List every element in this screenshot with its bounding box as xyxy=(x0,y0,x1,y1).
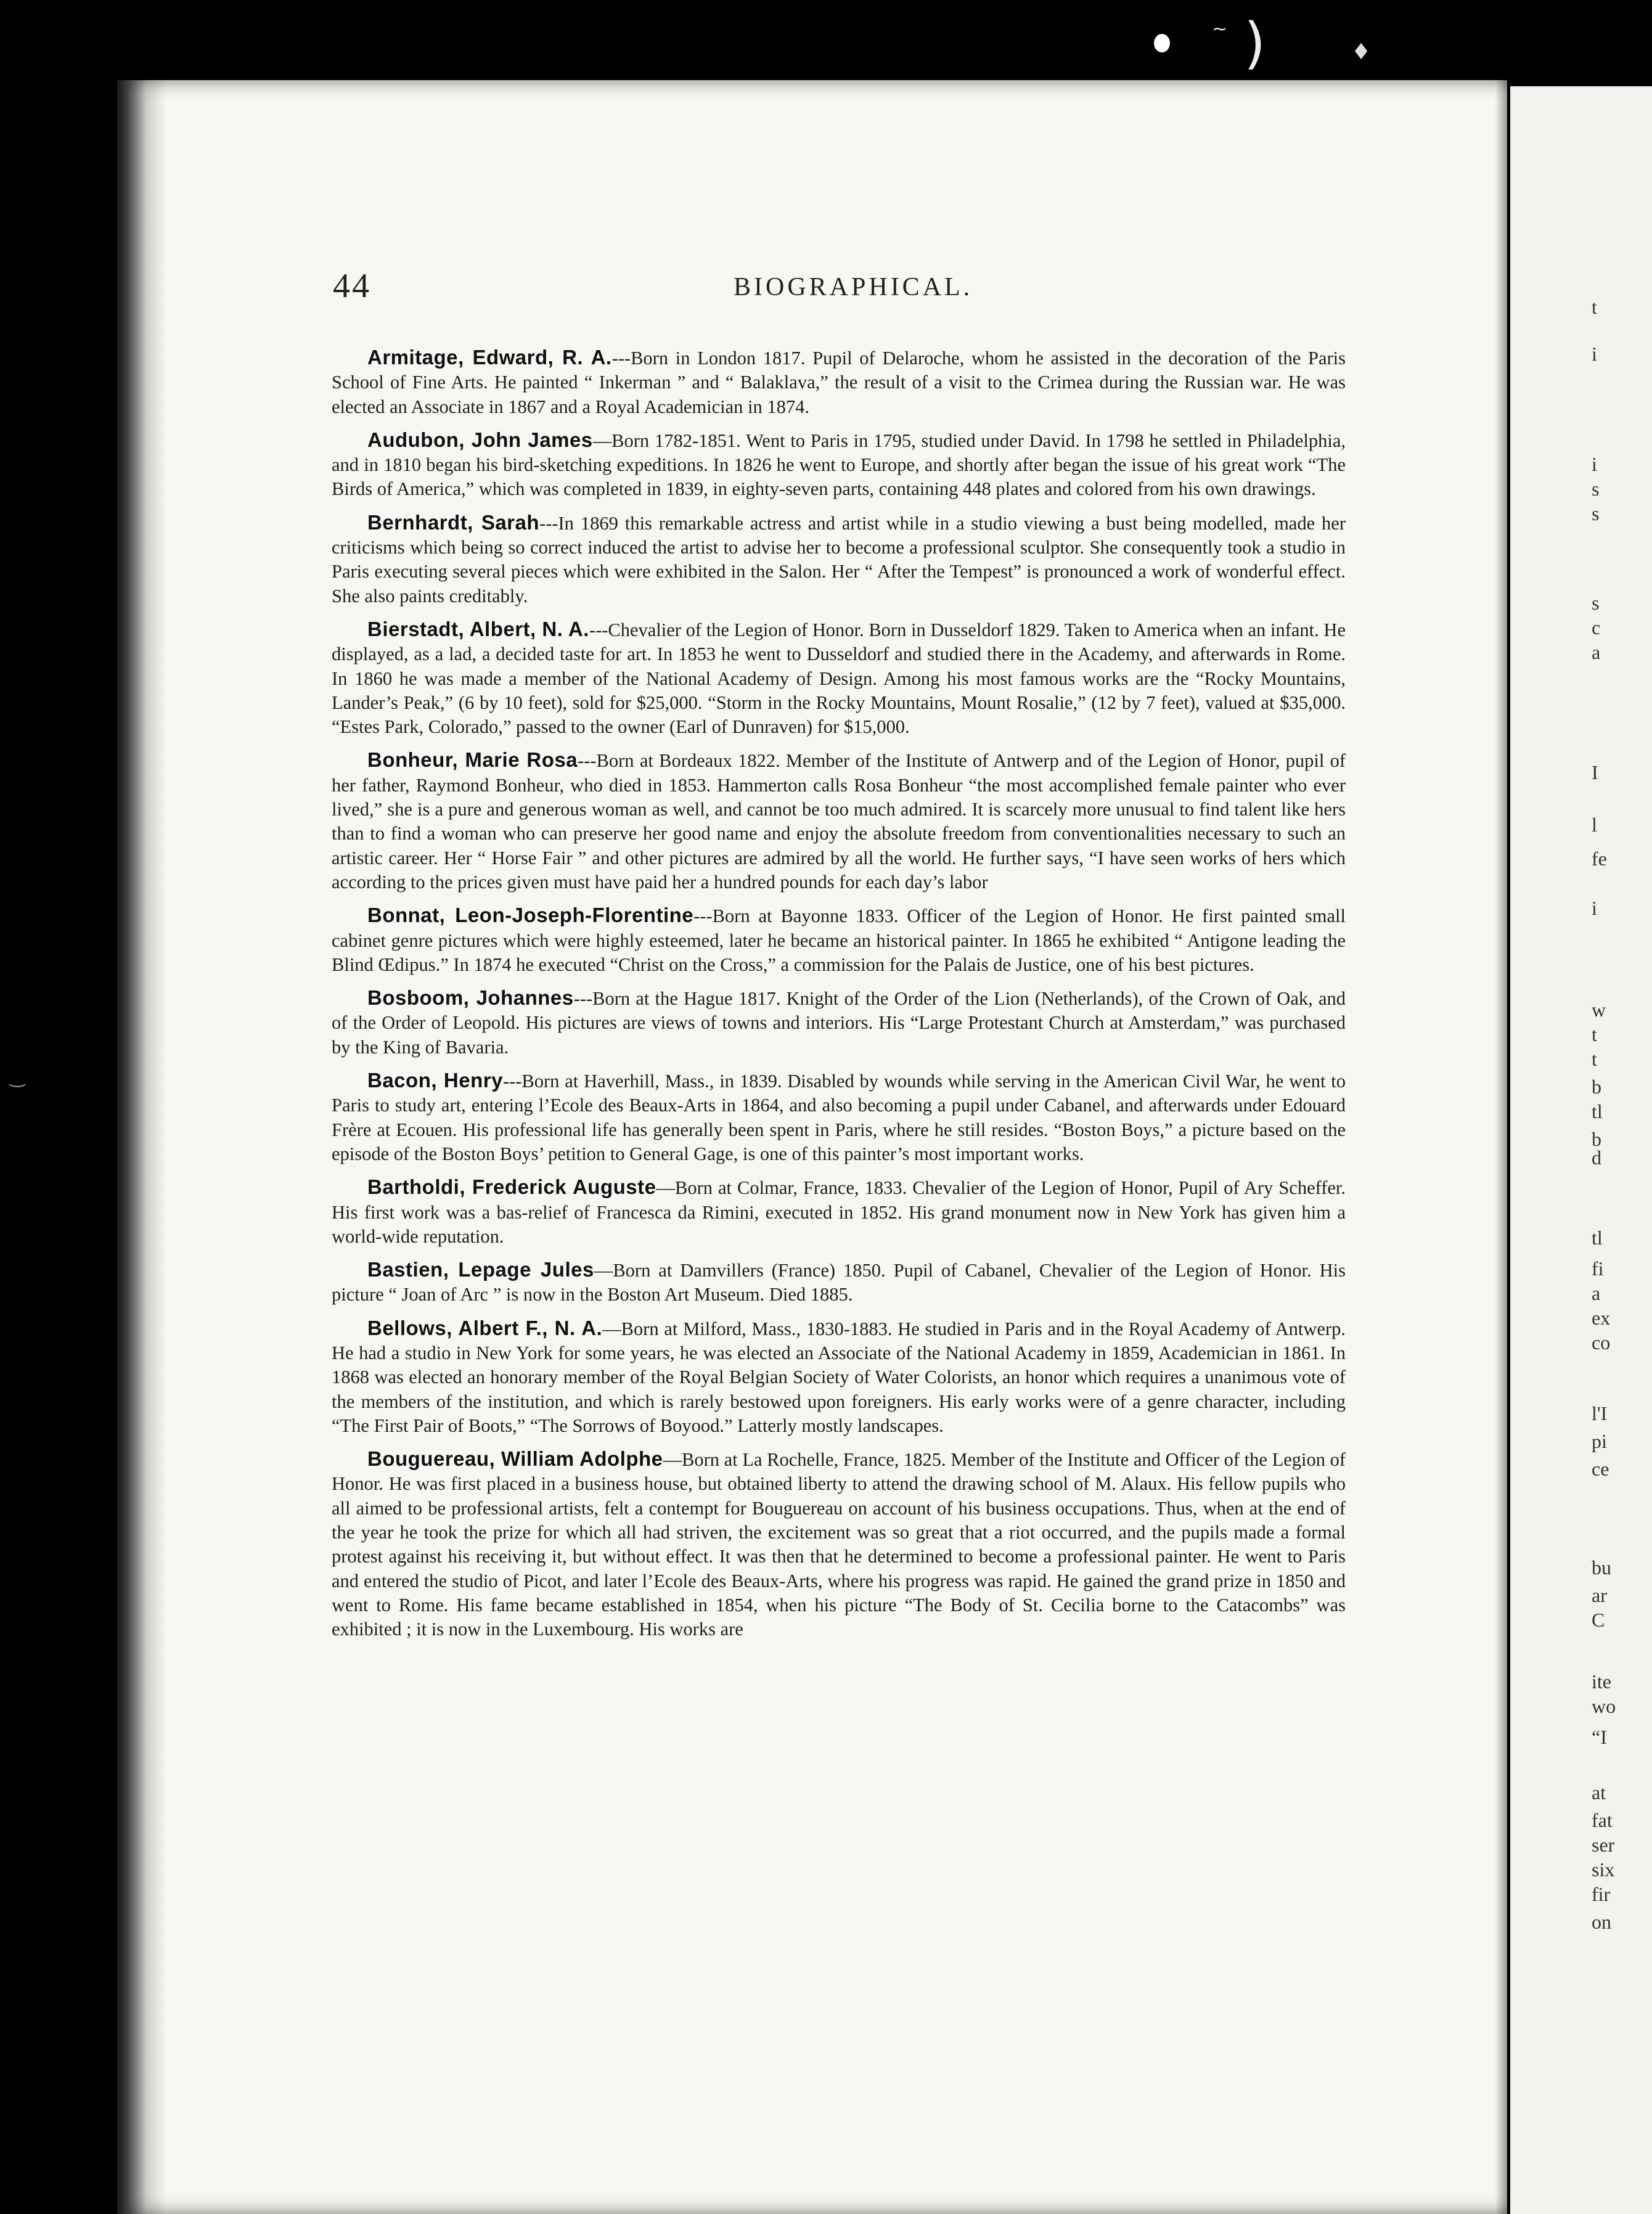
facing-page-fragment: ar xyxy=(1592,1584,1607,1606)
entry-text: ---In 1869 this remarkable actress and artist while in a studio viewing a bust being modelled, made her criticisms which being so correct induced the artist to advise her to become a professional sculptor. She consequently took a studio in Paris executing several pieces which were exhibited in the Salon. Her “ After the Tempest” is pronounced a work of wonderful effect. She also paints creditably. xyxy=(332,512,1346,607)
facing-page-fragment: t xyxy=(1592,1048,1597,1070)
entry-text: ---Born at Haverhill, Mass., in 1839. Disabled by wounds while serving in the American Civil War, he went to Paris to study art, entering l’Ecole des Beaux-Arts in 1864, and also becoming a pupil under Cabanel, and afterwards under Edouard Frère at Ecouen. His professional life has generally been spent in Paris, where he still resides. “Boston Boys,” a picture based on the episode of the Boston Boys’ petition to General Gage, is one of this painter’s most important works. xyxy=(332,1071,1346,1164)
scan-mark: ‿ xyxy=(10,1066,25,1088)
facing-page-fragment: a xyxy=(1592,1282,1601,1304)
facing-page-fragment: s xyxy=(1592,478,1600,500)
facing-page xyxy=(1510,86,1652,2214)
entry-name: Bellows, Albert F., N. A. xyxy=(367,1316,603,1339)
entry-name: Bastien, Lepage Jules xyxy=(367,1258,594,1281)
facing-page-fragment: bu xyxy=(1592,1556,1611,1579)
facing-page-fragment: six xyxy=(1592,1858,1615,1881)
facing-page-fragment: ex xyxy=(1592,1307,1611,1329)
facing-page-fragment: l'I xyxy=(1592,1402,1608,1424)
facing-page-fragment: ce xyxy=(1592,1458,1609,1480)
entry-name: Bouguereau, William Adolphe xyxy=(367,1447,663,1471)
facing-page-fragment: “I xyxy=(1592,1726,1607,1748)
biography-entry xyxy=(332,1068,1346,1166)
facing-page-fragment: t xyxy=(1592,1023,1597,1045)
entry-name: Armitage, Edward, R. A. xyxy=(367,346,612,369)
facing-page-fragment: at xyxy=(1592,1781,1606,1803)
facing-page-fragment: fe xyxy=(1592,848,1607,870)
page-header xyxy=(333,266,1347,309)
facing-page-fragment: l xyxy=(1592,814,1597,836)
facing-page-fragment: pi xyxy=(1592,1430,1607,1452)
entry-text: —Born at Damvillers (France) 1850. Pupil of Cabanel, Chevalier of the Legion of Honor. His picture “ Joan of Arc ” is now in the Boston Art Museum. Died 1885. xyxy=(332,1260,1346,1305)
biography-entry xyxy=(332,1257,1346,1307)
facing-page-fragment: i xyxy=(1592,897,1597,919)
entry-name: Bonheur, Marie Rosa xyxy=(367,748,578,772)
facing-page-fragment: ser xyxy=(1592,1834,1615,1856)
facing-page-fragment: b xyxy=(1592,1076,1601,1098)
facing-page-fragment: w xyxy=(1592,999,1606,1021)
facing-page-fragment: fi xyxy=(1592,1257,1604,1280)
facing-page-fragment: I xyxy=(1592,761,1598,783)
facing-page-fragment: fir xyxy=(1592,1883,1611,1905)
entry-name: Audubon, John James xyxy=(367,428,593,451)
facing-page-fragment: co xyxy=(1592,1331,1611,1354)
biography-entry xyxy=(332,510,1346,608)
facing-page-fragment: C xyxy=(1592,1609,1605,1631)
scan-mark: ♦ xyxy=(1351,39,1372,65)
facing-page-fragment: tl xyxy=(1592,1227,1603,1249)
facing-page-fragment: wo xyxy=(1592,1695,1616,1717)
biography-entry xyxy=(332,345,1346,419)
facing-page-fragment: s xyxy=(1592,592,1600,614)
biography-entry xyxy=(332,1316,1346,1438)
entry-name: Bartholdi, Frederick Auguste xyxy=(367,1175,656,1199)
biography-entry xyxy=(332,986,1346,1060)
facing-page-fragment: c xyxy=(1592,616,1601,639)
scan-mark: ) xyxy=(1244,11,1266,76)
entry-text: —Born 1782-1851. Went to Paris in 1795, studied under David. In 1798 he settled in Philadelphia, and in 1810 began his bird-sketching expeditions. In 1826 he went to Europe, and shortly after began the issue of his great work “The Birds of America,” which was completed in 1839, in eighty-seven parts, containing 448 plates and colored from his own drawings. xyxy=(332,430,1346,500)
entry-name: Bacon, Henry xyxy=(367,1069,503,1092)
entry-text: —Born at Colmar, France, 1833. Chevalier of the Legion of Honor, Pupil of Ary Scheffer. His first work was a bas-relief of Francesca da Rimini, executed in 1852. His grand monument now in New York has given him a world-wide reputation. xyxy=(332,1177,1346,1247)
facing-page-fragment: i xyxy=(1592,453,1597,475)
entry-name: Bernhardt, Sarah xyxy=(367,510,540,534)
entry-text: ---Born at Bordeaux 1822. Member of the Institute of Antwerp and of the Legion of Honor, pupil of her father, Raymond Bonheur, who died in 1853. Hammerton calls Rosa Bonheur “the most accomplished female painter who ever lived,” she is a pure and generous woman as well, and cannot be too much admired. It is scarcely more unusual to find talent like hers than to find a woman who can preserve her good name and enjoy the absolute freedom from conventionalities necessary to such an artistic career. Her “ Horse Fair ” and other pictures are admired by all the world. He further says, “I have seen works of hers which according to the prices given must have paid her a hundred pounds for each day’s labor xyxy=(332,750,1346,893)
entry-text: ---Born at the Hague 1817. Knight of the Order of the Lion (Netherlands), of the Crown of Oak, and of the Order of Leopold. His pictures are views of towns and interiors. His “Large Protestant Church at Amsterdam,” was purchased by the King of Bavaria. xyxy=(332,988,1346,1058)
facing-page-fragment: t xyxy=(1592,296,1597,318)
facing-page-fragment: on xyxy=(1592,1911,1611,1933)
facing-page-fragment: d xyxy=(1592,1146,1601,1169)
facing-page-fragment: b xyxy=(1592,1128,1601,1150)
biography-entry xyxy=(332,617,1346,739)
entry-name: Bierstadt, Albert, N. A. xyxy=(367,617,589,640)
facing-page-fragment: i xyxy=(1592,343,1597,365)
facing-page-fragment: s xyxy=(1592,502,1600,525)
biographical-entries xyxy=(332,345,1346,1651)
entry-text: ---Born at Bayonne 1833. Officer of the Legion of Honor. He first painted small cabinet genre pictures which were highly esteemed, later he became an historical painter. In 1865 he exhibited “ Antigone leading the Blind Œdipus.” In 1874 he executed “Christ on the Cross,” a commission for the Palais de Justice, one of his best pictures. xyxy=(332,905,1346,975)
facing-page-fragment: a xyxy=(1592,641,1601,663)
running-head: BIOGRAPHICAL. xyxy=(734,273,973,301)
facing-page-fragment: tl xyxy=(1592,1100,1603,1122)
biography-entry xyxy=(332,748,1346,894)
facing-page-fragment: ite xyxy=(1592,1670,1611,1693)
page-number: 44 xyxy=(333,267,371,305)
entry-text: ---Born in London 1817. Pupil of Delaroche, whom he assisted in the decoration of the Paris School of Fine Arts. He painted “ Inkerman ” and “ Balaklava,” the result of a visit to the Crimea during the Russian war. He was elected an Associate in 1867 and a Royal Academician in 1874. xyxy=(332,348,1346,417)
biography-entry xyxy=(332,1447,1346,1641)
scan-speck xyxy=(1154,34,1170,52)
facing-page-fragment: fat xyxy=(1592,1809,1613,1831)
scan-mark: ~ xyxy=(1212,18,1228,40)
entry-name: Bosboom, Johannes xyxy=(367,986,574,1010)
page-gutter-shadow xyxy=(117,80,166,2214)
entry-name: Bonnat, Leon-Joseph-Florentine xyxy=(367,904,694,927)
biography-entry xyxy=(332,903,1346,977)
page-edge-shadow xyxy=(1495,80,1507,2214)
biography-entry xyxy=(332,428,1346,502)
entry-text: ---Chevalier of the Legion of Honor. Born in Dusseldorf 1829. Taken to America when an infant. He displayed, as a lad, a decided taste for art. In 1853 he went to Dusseldorf and studied there in the Academy, and afterwards in Rome. In 1860 he was made a member of the National Academy of Design. Among his most famous works are the “Rocky Mountains, Lander’s Peak,” (6 by 10 feet), sold for $25,000. “Storm in the Rocky Mountains, Mount Rosalie,” (12 by 7 feet), valued at $35,000. “Estes Park, Colorado,” passed to the owner (Earl of Dunraven) for $15,000. xyxy=(332,619,1346,738)
entry-text: —Born at La Rochelle, France, 1825. Member of the Institute and Officer of the Legion of Honor. He was first placed in a business house, but obtained liberty to attend the drawing school of M. Alaux. His fellow pupils who all aimed to be professional artists, felt a contempt for Bouguereau on account of his business occupations. Thus, when at the end of the year he took the prize for which all had striven, the excitement was so great that a riot occurred, and the pupils made a formal protest against his receiving it, but without effect. It was then that he determined to become a professional painter. He went to Paris and entered the studio of Picot, and later l’Ecole des Beaux-Arts, where his progress was rapid. He gained the grand prize in 1850 and went to Rome. His fame became established in 1854, when his picture “The Body of St. Cecilia borne to the Catacombs” was exhibited ; it is now in the Luxembourg. His works are xyxy=(332,1449,1346,1640)
entry-text: —Born at Milford, Mass., 1830-1883. He studied in Paris and in the Royal Academy of Antwerp. He had a studio in New York for some years, he was elected an Associate of the National Academy in 1859, Academician in 1861. In 1868 was elected an honorary member of the Royal Belgian Society of Water Colorists, an honor which requires a unanimous vote of the members of the institution, and which is rarely bestowed upon foreigners. His early works were of a genre character, including “The First Pair of Boots,” “The Sorrows of Boyood.” Latterly mostly landscapes. xyxy=(332,1318,1346,1436)
biography-entry xyxy=(332,1175,1346,1249)
